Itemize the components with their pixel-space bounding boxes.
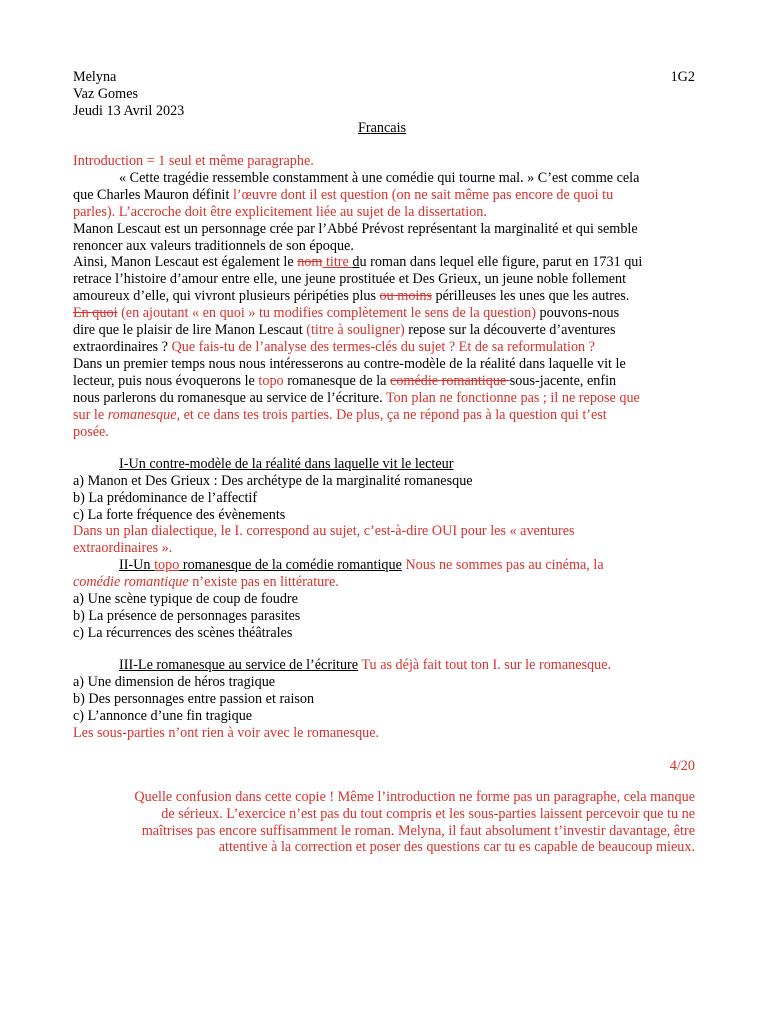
part2-item-b: b) La présence de personnages parasites xyxy=(73,608,301,624)
part3-item-a: a) Une dimension de héros tragique xyxy=(73,674,276,690)
intro-text: romanesque de la xyxy=(283,373,391,389)
inserted-correction: titre xyxy=(322,254,353,270)
intro-text: lecteur, puis nous évoquerons le xyxy=(73,373,259,389)
strikethrough-word: En quoi xyxy=(73,305,118,321)
intro-line: retrace l’histoire d’amour entre elle, une jeune prostituée et Des Grieux, un jeune noble follement xyxy=(73,271,627,287)
intro-line xyxy=(73,390,695,407)
correction-note: (titre à souligner) xyxy=(306,322,405,338)
strikethrough-word: ou moins xyxy=(379,288,432,304)
correction-word: topo xyxy=(258,373,284,389)
correction-note: Tu as déjà fait tout ton I. sur le romanesque. xyxy=(358,657,612,673)
intro-text: que Charles Mauron définit xyxy=(73,187,233,203)
teacher-comment-line: maîtrises pas encore suffisamment le roman. Melyna, il faut absolument t’investir davantage, être xyxy=(141,822,695,839)
correction-note: Que fais-tu de l’analyse des termes-clés du sujet ? Et de sa reformulation ? xyxy=(171,339,595,355)
part3-title: III-Le romanesque au service de l’écriture xyxy=(119,657,359,673)
document-date: Jeudi 13 Avril 2023 xyxy=(73,103,185,119)
intro-line xyxy=(73,322,695,339)
part1-item-c: c) La forte fréquence des évènements xyxy=(73,507,286,523)
part1-note: extraordinaires ». xyxy=(73,540,173,556)
intro-text: repose sur la découverte d’aventures xyxy=(404,322,616,338)
correction-note: l’œuvre dont il est question (on ne sait même pas encore de quoi tu xyxy=(232,187,614,203)
intro-text: d xyxy=(352,254,360,270)
student-last-name: Vaz Gomes xyxy=(73,86,139,102)
grade: 4/20 xyxy=(669,758,695,774)
part1-note: Dans un plan dialectique, le I. correspond au sujet, c’est-à-dire OUI pour les « aventures xyxy=(73,523,575,539)
part2-item-a: a) Une scène typique de coup de foudre xyxy=(73,591,298,607)
intro-line xyxy=(73,254,695,271)
intro-line xyxy=(73,187,695,204)
intro-line: renoncer aux valeurs traditionnels de son époque. xyxy=(73,238,354,254)
subject-title-text: Francais xyxy=(358,120,407,136)
part2-title: romanesque de la comédie romantique xyxy=(179,557,402,573)
intro-line xyxy=(73,204,695,221)
header-line-1 xyxy=(73,69,695,86)
correction-note: , et ce dans tes trois parties. De plus, ça ne répond pas à la question qui t’est xyxy=(176,407,607,423)
intro-line xyxy=(73,288,695,305)
correction-note: Nous ne sommes pas au cinéma, la xyxy=(401,557,604,573)
intro-line xyxy=(73,373,695,390)
part1-title-line xyxy=(73,456,695,473)
part2-item-c: c) La récurrences des scènes théâtrales xyxy=(73,625,293,641)
teacher-comment-line: de sérieux. L’exercice n’est pas du tout compris et les sous-parties laissent percevoir que tu ne xyxy=(161,805,695,822)
correction-note-italic: comédie romantique xyxy=(73,574,189,590)
intro-text: Ainsi, Manon Lescaut est également le xyxy=(73,254,298,270)
teacher-comment-line: Quelle confusion dans cette copie ! Même l’introduction ne forme pas un paragraphe, cela manque xyxy=(134,789,695,805)
part1-item-b: b) La prédominance de l’affectif xyxy=(73,490,258,506)
intro-line xyxy=(73,305,695,322)
intro-line: « Cette tragédie ressemble constamment à une comédie qui tourne mal. » C’est comme cela xyxy=(119,170,640,186)
strikethrough-word: comédie romantique xyxy=(390,373,510,389)
correction-note: Ton plan ne fonctionne pas ; il ne repose que xyxy=(385,390,640,406)
correction-note: . L’accroche doit être explicitement liée au sujet de la dissertation. xyxy=(111,204,487,220)
intro-line: Dans un premier temps nous nous intéresserons au contre-modèle de la réalité dans laquelle vit le xyxy=(73,356,626,372)
part1-title: I-Un contre-modèle de la réalité dans laquelle vit le lecteur xyxy=(119,456,454,472)
correction-note: (en ajoutant « en quoi » tu modifies complètement le sens de la question) xyxy=(117,305,536,321)
intro-line xyxy=(73,339,695,356)
intro-line: Manon Lescaut est un personnage crée par l’Abbé Prévost représentant la marginalité et qui semble xyxy=(73,221,638,237)
teacher-comment xyxy=(73,789,695,856)
intro-text: pouvons-nous xyxy=(535,305,620,321)
part3-item-c: c) L’annonce d’une fin tragique xyxy=(73,708,253,724)
intro-text: dire que le plaisir de lire Manon Lescaut xyxy=(73,322,307,338)
correction-note: parles) xyxy=(73,204,112,220)
subject-title xyxy=(358,120,406,137)
part2-title-line xyxy=(73,557,695,574)
correction-note: sur le xyxy=(73,407,108,423)
intro-text: extraordinaires ? xyxy=(73,339,172,355)
intro-text: nous parlerons du romanesque au service de l’écriture. xyxy=(73,390,386,406)
student-first-name: Melyna xyxy=(73,69,117,85)
intro-text: u roman dans lequel elle figure, parut en 1731 qui xyxy=(359,254,643,270)
correction-note: n’existe pas en littérature. xyxy=(188,574,339,590)
teacher-comment-line: attentive à la correction et poser des questions car tu es capable de beaucoup mieux. xyxy=(218,839,695,856)
strikethrough-word: nom xyxy=(297,254,323,270)
class-code: 1G2 xyxy=(670,69,695,85)
part3-item-b: b) Des personnages entre passion et raison xyxy=(73,691,315,707)
correction-note-italic: romanesque xyxy=(107,407,177,423)
part1-item-a: a) Manon et Des Grieux : Des archétype de la marginalité romanesque xyxy=(73,473,473,489)
intro-line: posée. xyxy=(73,424,109,440)
part2-title: II-Un xyxy=(119,557,155,573)
part3-title-line xyxy=(73,657,695,674)
note-introduction: Introduction = 1 seul et même paragraphe. xyxy=(73,153,314,169)
intro-text: amoureux d’elle, qui vivront plusieurs péripéties plus xyxy=(73,288,380,304)
part2-note-line xyxy=(73,574,695,591)
intro-text: sous-jacente, enfin xyxy=(509,373,617,389)
part3-note: Les sous-parties n’ont rien à voir avec le romanesque. xyxy=(73,725,380,741)
intro-line xyxy=(73,407,695,424)
correction-word: topo xyxy=(154,557,180,573)
intro-text: périlleuses les unes que les autres. xyxy=(431,288,630,304)
